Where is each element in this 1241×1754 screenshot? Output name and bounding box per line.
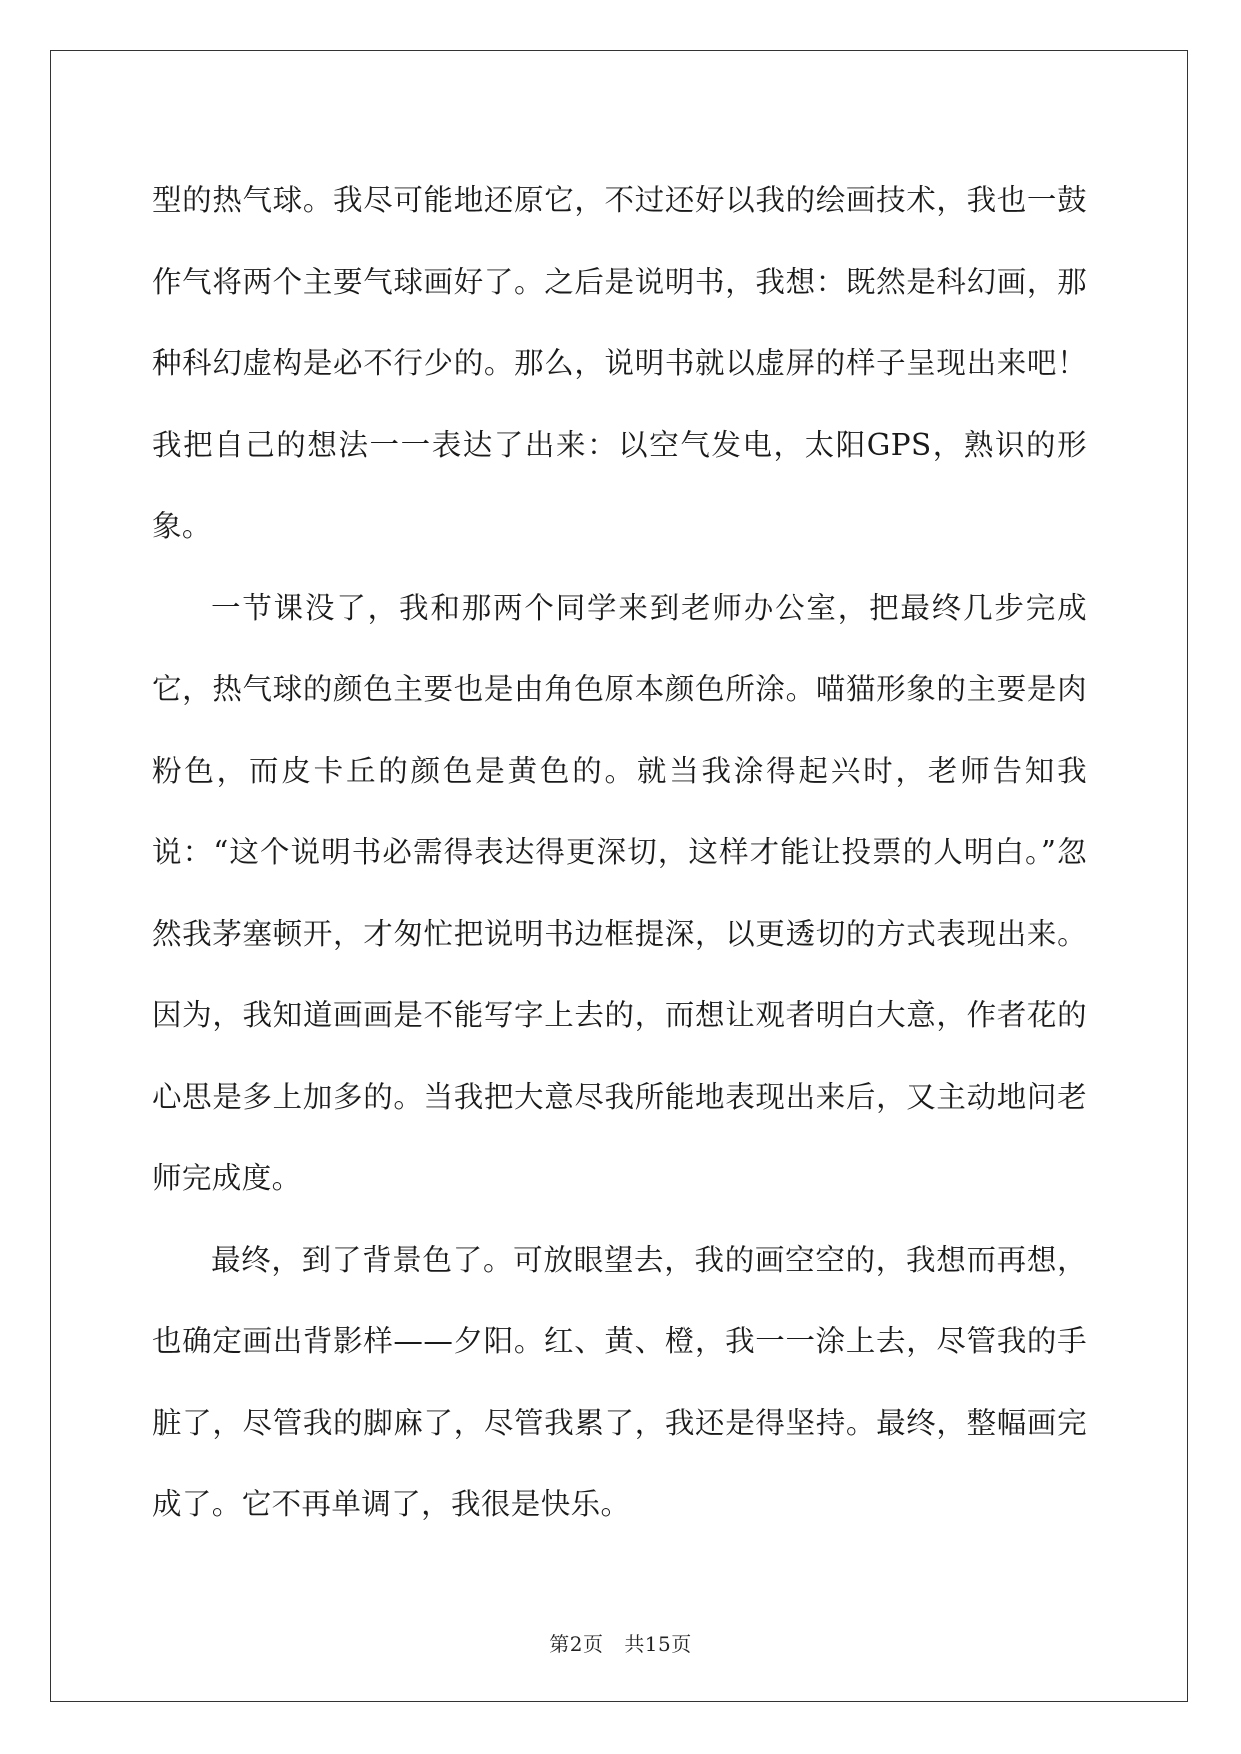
- paragraph: 最终，到了背景色了。可放眼望去，我的画空空的，我想而再想，也确定画出背影样——夕阳。红、黄、橙，我一一涂上去，尽管我的手脏了，尽管我的脚麻了，尽管我累了，我还是得坚持。最终，整幅画完成了。它不再单调了，我很是快乐。: [152, 1242, 1087, 1521]
- document-body: [152, 160, 1087, 1546]
- page-number: 第2页: [549, 1632, 604, 1656]
- paragraph: 一节课没了，我和那两个同学来到老师办公室，把最终几步完成它，热气球的颜色主要也是由角色原本颜色所涂。喵猫形象的主要是肉粉色，而皮卡丘的颜色是黄色的。就当我涂得起兴时，老师告知我说：“这个说明书必需得表达得更深切，这样才能让投票的人明白。”忽然我茅塞顿开，才匆忙把说明书边框提深，以更透切的方式表现出来。因为，我知道画画是不能写字上去的，而想让观者明白大意，作者花的心思是多上加多的。当我把大意尽我所能地表现出来后，又主动地问老师完成度。: [152, 590, 1087, 1195]
- page-footer: [0, 1628, 1241, 1657]
- paragraph-continuation: 型的热气球。我尽可能地还原它，不过还好以我的绘画技术，我也一鼓作气将两个主要气球画好了。之后是说明书，我想：既然是科幻画，那种科幻虚构是必不行少的。那么，说明书就以虚屏的样子呈现出来吧！我把自己的想法一一表达了出来：以空气发电，太阳GPS，熟识的形象。: [152, 183, 1087, 543]
- page-total: 共15页: [624, 1632, 692, 1656]
